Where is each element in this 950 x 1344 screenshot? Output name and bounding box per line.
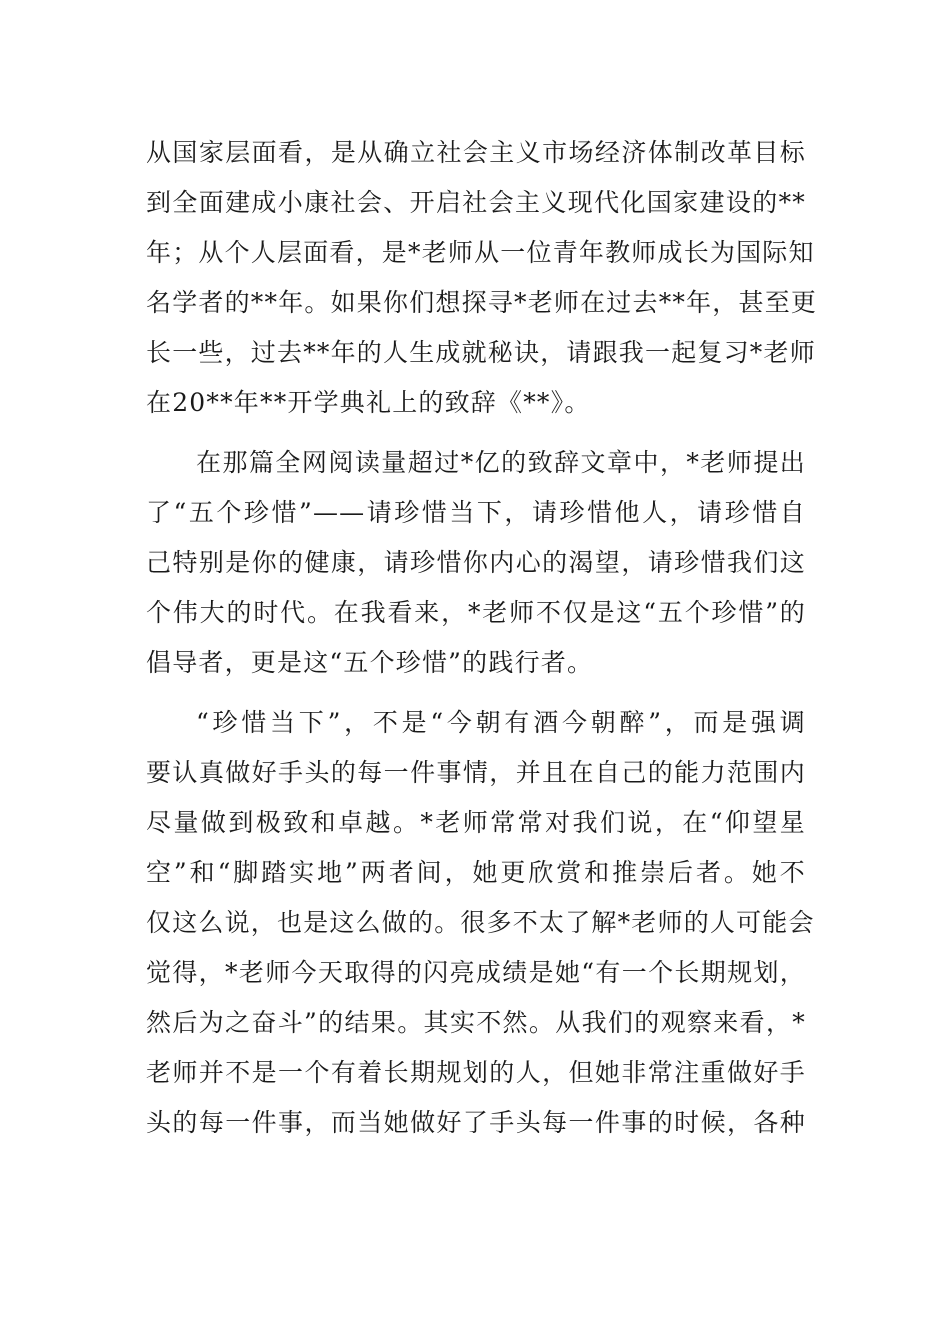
paragraph-3-line-3: 尽量做到极致和卓越。*老师常常对我们说，在“仰望星 [146,808,806,837]
paragraph-1-line-6: 在20**年**开学典礼上的致辞《**》。 [146,388,591,417]
paragraph-3-line-5: 仅这么说，也是这么做的。很多不太了解*老师的人可能会 [146,908,815,937]
paragraph-1-line-1: 从国家层面看，是从确立社会主义市场经济体制改革目标 [146,138,806,167]
paragraph-3-line-2: 要认真做好手头的每一件事情，并且在自己的能力范围内 [146,758,806,787]
paragraph-3-line-4: 空”和“脚踏实地”两者间，她更欣赏和推崇后者。她不 [146,858,806,887]
paragraph-1-line-5: 长一些，过去**年的人生成就秘诀，请跟我一起复习*老师 [146,338,816,367]
paragraph-1-line-2: 到全面建成小康社会、开启社会主义现代化国家建设的** [146,188,806,217]
paragraph-2-line-5: 倡导者，更是这“五个珍惜”的践行者。 [146,648,594,677]
paragraph-2-line-3: 己特别是你的健康，请珍惜你内心的渴望，请珍惜我们这 [146,548,806,577]
paragraph-2-line-2: 了“五个珍惜”——请珍惜当下，请珍惜他人，请珍惜自 [146,498,806,527]
paragraph-2-line-4: 个伟大的时代。在我看来，*老师不仅是这“五个珍惜”的 [146,598,806,627]
paragraph-2-line-1: 在那篇全网阅读量超过*亿的致辞文章中，*老师提出 [196,448,806,477]
paragraph-3-line-7: 然后为之奋斗”的结果。其实不然。从我们的观察来看，* [146,1008,806,1037]
paragraph-3-line-6: 觉得，*老师今天取得的闪亮成绩是她“有一个长期规划， [146,958,806,987]
paragraph-3-line-9: 头的每一件事，而当她做好了手头每一件事的时候，各种 [146,1108,806,1137]
paragraph-1-line-4: 名学者的**年。如果你们想探寻*老师在过去**年，甚至更 [146,288,818,317]
paragraph-3-line-8: 老师并不是一个有着长期规划的人，但她非常注重做好手 [146,1058,806,1087]
paragraph-1-line-3: 年；从个人层面看，是*老师从一位青年教师成长为国际知 [146,238,815,267]
paragraph-3-line-1: “珍惜当下”，不是“今朝有酒今朝醉”，而是强调 [196,708,806,737]
